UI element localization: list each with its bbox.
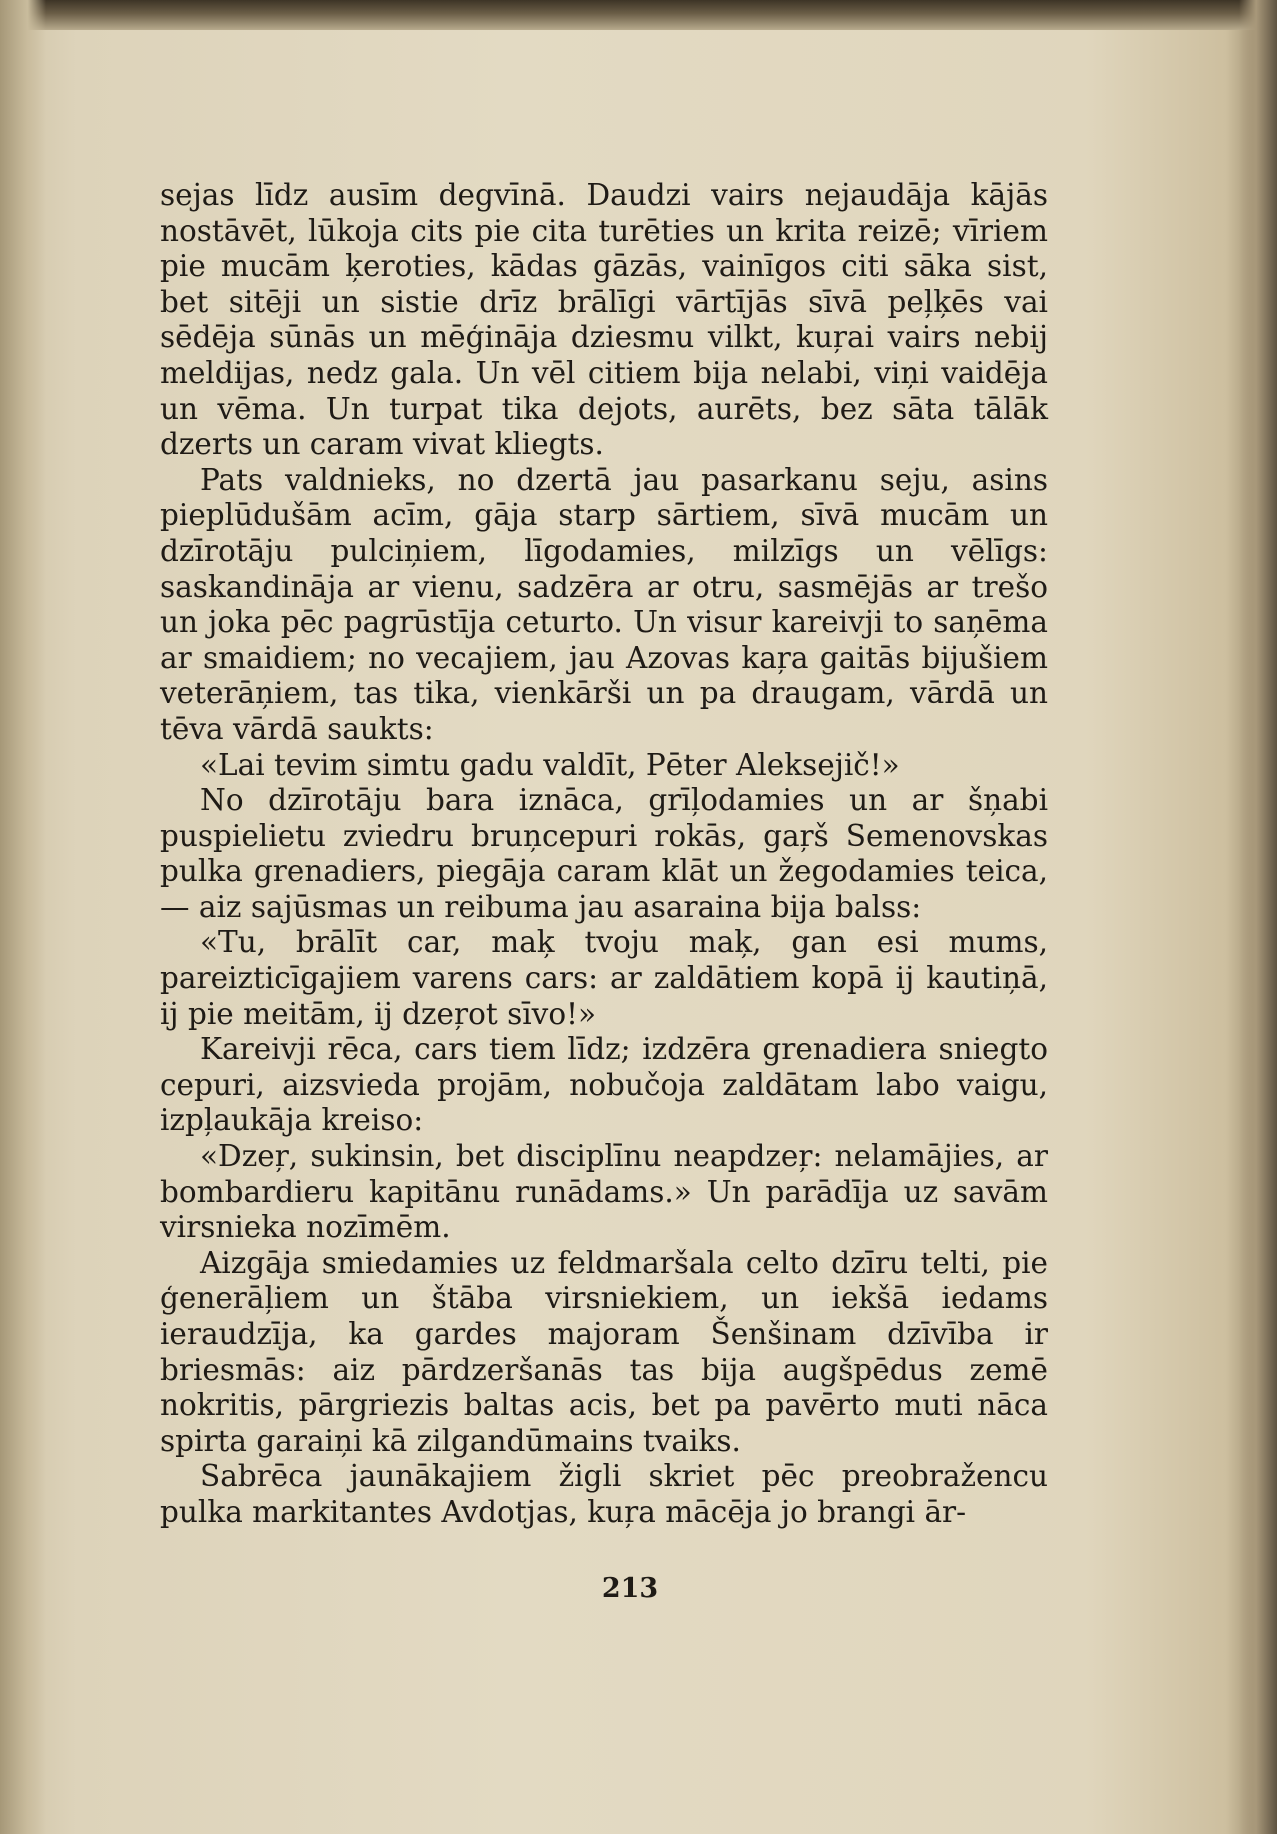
paragraph: Kareivji rēca, cars tiem līdz; izdzēra grenadiera sniegto cepuri, aizsvieda projām, nobučoja zaldātam labo vaigu, izpļaukāja kreiso: <box>160 1032 1048 1138</box>
quote-paragraph: «Lai tevim simtu gadu valdīt, Pēter Aleksejič!» <box>200 747 900 782</box>
paragraph: sejas līdz ausīm degvīnā. Daudzi vairs nejaudāja kājās nostāvēt, lūkoja cits pie cita turēties un krita reizē; vīriem pie mucām ķeroties, kādas gāzās, vainīgos citi sāka sist, bet sitēji un sistie drīz brālīgi vārtījās sīvā peļķēs vai sēdēja sūnās un mēģināja dziesmu vilkt, kuŗai vairs nebij meldijas, nedz gala. Un vēl citiem bija nelabi, viņi vaidēja un vēma. Un turpat tika dejots, aurēts, bez sāta tālāk dzerts un caram vivat kliegts. <box>160 178 1048 462</box>
page-top-edge <box>0 0 1277 30</box>
page-number: 213 <box>601 1573 659 1604</box>
quote-paragraph: «Tu, brālīt car, maķ tvoju maķ, gan esi mums, pareizticīgajiem varens cars: ar zaldātiem kopā ij kautiņā, ij pie meitām, ij dzeŗot sīvo!» <box>160 925 1048 1031</box>
binding-gutter <box>0 0 46 1834</box>
paragraph: Aizgāja smiedamies uz feldmaršala celto dzīru telti, pie ģenerāļiem un štāba virsniekiem, un iekšā iedams ieraudzīja, ka gardes majoram Šenšinam dzīvība ir briesmās: aiz pārdzeršanās tas bija augšpēdus zemē nokritis, pārgriezis baltas acis, bet pa pavērto muti nāca spirta garaiņi kā zilgandūmains tvaiks. <box>160 1245 1048 1458</box>
quote-paragraph: «Dzeŗ, sukinsin, bet disciplīnu neapdzeŗ: nelamājies, ar bombardieru kapitānu runādams.» Un parādīja uz savām virsnieka nozīmēm. <box>160 1139 1048 1245</box>
paragraph: Pats valdnieks, no dzertā jau pasarkanu seju, asins pieplūdušām acīm, gāja starp sārtiem, sīvā mucām un dzīrotāju pulciņiem, līgodamies, milzīgs un vēlīgs: saskandināja ar vienu, sadzēra ar otru, sasmējās ar trešo un joka pēc pagrūstīja ceturto. Un visur kareivji to saņēma ar smaidiem; no vecajiem, jau Azovas kaŗa gaitās bijušiem veterāņiem, tas tika, vienkārši un pa draugam, vārdā un tēva vārdā saukts: <box>160 462 1048 746</box>
page-right-edge <box>1239 0 1277 1834</box>
paragraph: Sabrēca jaunākajiem žigli skriet pēc preobražencu pulka markitantes Avdotjas, kuŗa mācēja jo brangi ār- <box>160 1459 1048 1529</box>
body-text <box>160 178 1048 1531</box>
paragraph: No dzīrotāju bara iznāca, grīļodamies un ar šņabi puspielietu zviedru bruņcepuri rokās, gaŗš Semenovskas pulka grenadiers, piegāja caram klāt un žegodamies teica, — aiz sajūsmas un reibuma jau asaraina bija balss: <box>160 783 1048 924</box>
